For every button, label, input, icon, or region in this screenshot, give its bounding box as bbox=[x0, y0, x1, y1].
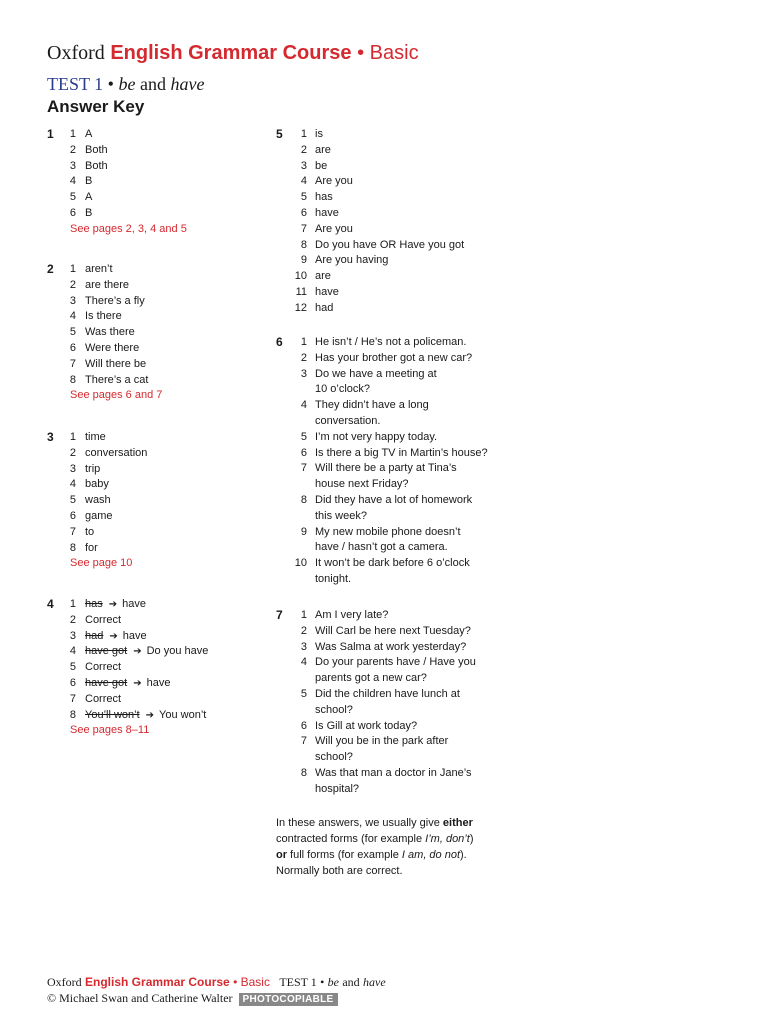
section-5 bbox=[276, 127, 516, 317]
footer-topic-be: be bbox=[327, 975, 339, 989]
answer-item bbox=[276, 430, 516, 446]
answer-item bbox=[47, 597, 257, 613]
answer-number: 3 bbox=[300, 159, 307, 172]
answer-text: game bbox=[85, 509, 113, 522]
answer-number: 4 bbox=[69, 175, 76, 188]
answer-number: 3 bbox=[300, 640, 307, 653]
corrected-text: have bbox=[122, 598, 146, 610]
corrected-text: have bbox=[122, 629, 147, 642]
correction bbox=[85, 644, 208, 660]
answer-number bbox=[276, 477, 307, 493]
answer-text: conversation bbox=[85, 446, 148, 459]
answer-item bbox=[276, 159, 516, 175]
answer-text: time bbox=[85, 431, 106, 443]
answer-text: have bbox=[315, 285, 339, 298]
answer-text: Has your brother got a new car? bbox=[315, 351, 473, 364]
answer-number: 5 bbox=[69, 661, 76, 674]
section-number: 2 bbox=[47, 262, 54, 276]
footer-topic-have: have bbox=[363, 975, 386, 989]
answer-text: Do your parents have / Have you bbox=[315, 656, 476, 669]
answer-item bbox=[276, 143, 516, 159]
section-number: 3 bbox=[47, 430, 54, 444]
answer-number: 1 bbox=[69, 598, 76, 610]
struck-text: has bbox=[85, 598, 103, 610]
test-label: TEST 1 bbox=[47, 74, 104, 94]
course-name: English Grammar Course bbox=[110, 42, 352, 64]
answer-number bbox=[276, 540, 307, 556]
answer-number: 5 bbox=[69, 494, 76, 507]
answer-number: 8 bbox=[69, 708, 76, 721]
answer-item bbox=[276, 719, 516, 735]
answer-text: Are you bbox=[315, 175, 353, 188]
answer-number: 12 bbox=[294, 301, 307, 314]
answer-number: 5 bbox=[69, 191, 76, 204]
answer-item bbox=[276, 238, 516, 254]
answer-number: 4 bbox=[300, 175, 307, 188]
copyright-text: © Michael Swan and Catherine Walter bbox=[47, 991, 233, 1005]
answer-item bbox=[276, 461, 516, 477]
answer-number: 7 bbox=[69, 357, 76, 370]
answer-number bbox=[276, 382, 307, 398]
answer-item bbox=[47, 143, 257, 159]
corrected-text: have bbox=[146, 676, 171, 689]
answer-text: school? bbox=[315, 703, 353, 716]
answer-number: 1 bbox=[300, 128, 307, 140]
answer-item bbox=[47, 708, 257, 724]
answer-key-heading: Answer Key bbox=[47, 97, 145, 116]
answer-text: Is there a big TV in Martin’s house? bbox=[315, 446, 488, 459]
answer-number: 3 bbox=[69, 294, 76, 307]
answer-item bbox=[276, 174, 516, 190]
note-text-5: ). bbox=[460, 849, 467, 861]
arrow-icon: ➔ bbox=[109, 630, 118, 642]
note-text-4: full forms (for example bbox=[287, 849, 402, 861]
answer-number: 3 bbox=[69, 159, 76, 172]
answer-number: 9 bbox=[300, 254, 307, 267]
answer-number: 8 bbox=[300, 766, 307, 779]
answer-number: 4 bbox=[69, 645, 76, 658]
answer-number: 5 bbox=[69, 326, 76, 339]
answer-number: 1 bbox=[300, 609, 307, 621]
answer-item bbox=[276, 301, 516, 317]
answer-item bbox=[276, 446, 516, 462]
answer-text: is bbox=[315, 128, 323, 140]
answer-number: 3 bbox=[69, 462, 76, 475]
answer-text: B bbox=[85, 175, 93, 188]
note-text-2: contracted forms (for example bbox=[276, 833, 426, 845]
answer-text: are bbox=[315, 143, 331, 156]
footer-level: Basic bbox=[240, 975, 270, 989]
answer-text: house next Friday? bbox=[315, 478, 409, 491]
answer-text: have bbox=[315, 206, 339, 219]
answer-number: 8 bbox=[69, 541, 76, 554]
answer-number: 6 bbox=[300, 719, 307, 732]
answer-text: Was that man a doctor in Jane’s bbox=[315, 766, 472, 779]
answer-item bbox=[276, 222, 516, 238]
answer-text: are there bbox=[85, 278, 130, 291]
answer-item bbox=[276, 572, 516, 588]
answer-text: had bbox=[315, 301, 334, 314]
footer-course: English Grammar Course bbox=[85, 975, 230, 989]
answer-item bbox=[47, 430, 257, 446]
answer-text: school? bbox=[315, 751, 353, 764]
answer-number bbox=[276, 703, 307, 719]
answer-text: wash bbox=[85, 494, 111, 507]
answer-number: 11 bbox=[295, 285, 307, 298]
answer-item bbox=[47, 541, 257, 557]
answer-item bbox=[276, 493, 516, 509]
answer-number bbox=[276, 750, 307, 766]
answer-text: Will there be a party at Tina’s bbox=[315, 462, 457, 475]
brand-name: Oxford bbox=[47, 42, 105, 64]
answer-number: 8 bbox=[69, 373, 76, 386]
answer-text: There’s a fly bbox=[85, 294, 145, 307]
answer-number: 5 bbox=[300, 430, 307, 443]
answer-number: 1 bbox=[69, 128, 76, 140]
struck-text: have got bbox=[85, 645, 128, 658]
answer-number: 5 bbox=[300, 687, 307, 700]
answer-item bbox=[276, 750, 516, 766]
answer-item bbox=[276, 190, 516, 206]
answer-item bbox=[276, 525, 516, 541]
section-number: 5 bbox=[276, 127, 283, 141]
answer-note bbox=[276, 815, 491, 879]
answer-text: B bbox=[85, 206, 93, 219]
answer-item bbox=[276, 398, 516, 414]
answer-item bbox=[276, 285, 516, 301]
answer-text: He isn’t / He’s not a policeman. bbox=[315, 336, 467, 348]
section-number: 6 bbox=[276, 335, 283, 349]
answer-number: 2 bbox=[300, 143, 307, 156]
correction bbox=[85, 629, 147, 645]
answer-text: Do you have OR Have you got bbox=[315, 238, 465, 251]
answer-item bbox=[47, 309, 257, 325]
answer-text: Are you having bbox=[315, 254, 389, 267]
answer-item bbox=[47, 278, 257, 294]
answer-text: to bbox=[85, 525, 95, 538]
footer-brand: Oxford bbox=[47, 975, 82, 989]
answer-item bbox=[47, 373, 257, 389]
answer-number: 6 bbox=[69, 341, 76, 354]
answer-item bbox=[276, 671, 516, 687]
answer-item bbox=[276, 734, 516, 750]
answer-text: aren’t bbox=[85, 263, 113, 275]
correction bbox=[85, 597, 146, 613]
answer-item bbox=[47, 446, 257, 462]
note-example-1: I’m, don’t bbox=[425, 833, 470, 845]
title-bullet: • bbox=[357, 42, 365, 64]
answer-number: 2 bbox=[300, 351, 307, 364]
answer-number: 2 bbox=[69, 613, 76, 626]
answer-text: baby bbox=[85, 478, 109, 491]
footer-title bbox=[47, 975, 386, 990]
answer-item bbox=[276, 367, 516, 383]
answer-text: Was there bbox=[85, 326, 135, 339]
answer-number bbox=[276, 671, 307, 687]
answer-item bbox=[47, 462, 257, 478]
answer-number: 1 bbox=[69, 431, 76, 443]
answer-item bbox=[47, 676, 257, 692]
note-text-3: ) bbox=[469, 833, 474, 845]
answer-item bbox=[276, 703, 516, 719]
answer-text: Correct bbox=[85, 661, 122, 674]
answer-number: 9 bbox=[300, 525, 307, 538]
answer-number: 2 bbox=[69, 278, 76, 291]
answer-text: There’s a cat bbox=[85, 373, 149, 386]
note-text-6: Normally both are correct. bbox=[276, 865, 403, 877]
answer-item bbox=[47, 294, 257, 310]
answer-item bbox=[276, 206, 516, 222]
page-reference: See pages 2, 3, 4 and 5 bbox=[70, 222, 187, 235]
answer-number: 6 bbox=[300, 446, 307, 459]
footer-bullet: • bbox=[233, 975, 238, 989]
answer-item bbox=[276, 414, 516, 430]
answer-number: 6 bbox=[69, 206, 76, 219]
answer-item bbox=[47, 357, 257, 373]
answer-text: Do we have a meeting at bbox=[315, 367, 437, 380]
footer-bullet-2: • bbox=[320, 975, 325, 989]
answer-number: 8 bbox=[300, 493, 307, 506]
answer-item bbox=[47, 341, 257, 357]
answer-text: Will there be bbox=[85, 357, 147, 370]
struck-text: had bbox=[85, 629, 104, 642]
answer-number bbox=[276, 572, 307, 588]
photocopiable-badge: PHOTOCOPIABLE bbox=[239, 993, 338, 1006]
answer-number: 3 bbox=[69, 629, 76, 642]
topic-have: have bbox=[170, 74, 205, 94]
answer-text: are bbox=[315, 270, 331, 283]
answer-item bbox=[47, 127, 257, 143]
section-7 bbox=[276, 608, 516, 798]
answer-number: 7 bbox=[300, 462, 307, 475]
answer-text: Is Gill at work today? bbox=[315, 719, 418, 732]
footer-topic-and: and bbox=[342, 975, 360, 989]
answer-item bbox=[47, 159, 257, 175]
answer-item bbox=[276, 640, 516, 656]
answer-item bbox=[276, 253, 516, 269]
section-number: 7 bbox=[276, 608, 283, 622]
answer-text: Correct bbox=[85, 613, 122, 626]
answer-text: Both bbox=[85, 143, 108, 156]
answer-text: has bbox=[315, 191, 333, 204]
answer-item bbox=[276, 127, 516, 143]
answer-item bbox=[47, 629, 257, 645]
answer-item bbox=[276, 782, 516, 798]
answer-item bbox=[47, 613, 257, 629]
answer-text: parents got a new car? bbox=[315, 672, 427, 685]
page-title bbox=[47, 42, 419, 65]
answer-number: 3 bbox=[300, 367, 307, 380]
answer-number: 1 bbox=[69, 263, 76, 275]
note-or: or bbox=[276, 849, 287, 861]
struck-text: You’ll won’t bbox=[85, 708, 140, 721]
section-6 bbox=[276, 335, 516, 588]
section-2 bbox=[47, 262, 257, 404]
footer-test-label: TEST 1 bbox=[279, 975, 317, 989]
arrow-icon: ➔ bbox=[133, 646, 142, 658]
answer-item bbox=[47, 644, 257, 660]
answer-item bbox=[276, 509, 516, 525]
answer-number: 4 bbox=[300, 399, 307, 412]
answer-item bbox=[276, 766, 516, 782]
answer-number: 4 bbox=[69, 478, 76, 491]
answer-item bbox=[47, 262, 257, 278]
answer-number: 4 bbox=[300, 656, 307, 669]
answer-text: hospital? bbox=[315, 782, 360, 795]
footer-copyright-line bbox=[47, 991, 338, 1006]
answer-item bbox=[276, 556, 516, 572]
answer-item bbox=[276, 335, 516, 351]
section-number: 4 bbox=[47, 597, 54, 611]
note-either: either bbox=[442, 817, 473, 829]
corrected-text: You won’t bbox=[159, 708, 207, 721]
answer-item bbox=[47, 525, 257, 541]
answer-item bbox=[47, 325, 257, 341]
section-3 bbox=[47, 430, 257, 572]
note-text-1: In these answers, we usually give bbox=[276, 817, 443, 829]
answer-number: 1 bbox=[300, 336, 307, 348]
answer-number: 10 bbox=[294, 270, 307, 283]
answer-item bbox=[47, 174, 257, 190]
answer-item bbox=[276, 269, 516, 285]
answer-item bbox=[276, 608, 516, 624]
answer-item bbox=[276, 351, 516, 367]
answer-item bbox=[276, 477, 516, 493]
answer-text: Will you be in the park after bbox=[315, 735, 449, 748]
answer-number bbox=[276, 509, 307, 525]
answer-text: Both bbox=[85, 159, 108, 172]
answer-number: 7 bbox=[69, 525, 76, 538]
page-reference: See pages 8–11 bbox=[70, 724, 150, 737]
arrow-icon: ➔ bbox=[108, 599, 118, 610]
correction bbox=[85, 708, 206, 724]
answer-number: 5 bbox=[300, 191, 307, 204]
section-1 bbox=[47, 127, 257, 238]
test-title bbox=[47, 74, 204, 95]
answer-text: this week? bbox=[315, 509, 367, 522]
answer-number: 2 bbox=[69, 143, 76, 156]
answer-number: 6 bbox=[69, 509, 76, 522]
answer-text: I’m not very happy today. bbox=[315, 430, 438, 443]
answer-text: Are you bbox=[315, 222, 353, 235]
answer-text: My new mobile phone doesn’t bbox=[315, 525, 461, 538]
answer-text: They didn’t have a long bbox=[315, 399, 429, 412]
answer-item bbox=[276, 540, 516, 556]
answer-item bbox=[47, 190, 257, 206]
answer-item bbox=[47, 477, 257, 493]
answer-item bbox=[47, 206, 257, 222]
answer-text: be bbox=[315, 159, 328, 172]
answer-text: A bbox=[85, 128, 93, 140]
answer-item bbox=[276, 382, 516, 398]
answer-item bbox=[47, 692, 257, 708]
correction bbox=[85, 676, 170, 692]
answer-text: have / hasn’t got a camera. bbox=[315, 541, 448, 554]
answer-text: Was Salma at work yesterday? bbox=[315, 640, 467, 653]
answer-item bbox=[47, 493, 257, 509]
corrected-text: Do you have bbox=[146, 645, 209, 658]
answer-text: conversation. bbox=[315, 414, 381, 427]
section-number: 1 bbox=[47, 127, 54, 141]
test-bullet: • bbox=[107, 74, 114, 94]
answer-number: 6 bbox=[300, 206, 307, 219]
page-reference: See pages 6 and 7 bbox=[70, 389, 163, 402]
answer-text: for bbox=[85, 541, 98, 554]
answer-number: 2 bbox=[300, 624, 307, 637]
answer-text: It won’t be dark before 6 o’clock bbox=[315, 557, 470, 570]
answer-text: A bbox=[85, 191, 93, 204]
answer-number: 10 bbox=[294, 557, 307, 570]
answer-number bbox=[276, 414, 307, 430]
answer-text: Is there bbox=[85, 310, 122, 323]
answer-text: 10 o’clock? bbox=[315, 383, 371, 396]
struck-text: have got bbox=[85, 676, 128, 689]
answer-number: 7 bbox=[300, 735, 307, 748]
arrow-icon: ➔ bbox=[145, 709, 155, 721]
answer-text: Did they have a lot of homework bbox=[315, 493, 473, 506]
answer-text: Were there bbox=[85, 341, 140, 354]
answer-item bbox=[276, 624, 516, 640]
section-4 bbox=[47, 597, 257, 739]
answer-text: Correct bbox=[85, 692, 122, 705]
answer-item bbox=[47, 660, 257, 676]
answer-number bbox=[276, 782, 307, 798]
answer-text: Will Carl be here next Tuesday? bbox=[315, 624, 471, 637]
page-reference: See page 10 bbox=[70, 557, 133, 570]
answer-item bbox=[276, 687, 516, 703]
note-example-2: I am, do not bbox=[401, 849, 461, 861]
answer-number: 2 bbox=[69, 446, 76, 459]
answer-text: trip bbox=[85, 462, 101, 475]
answer-text: Am I very late? bbox=[315, 609, 389, 621]
answer-number: 8 bbox=[300, 238, 307, 251]
course-level: Basic bbox=[369, 42, 419, 64]
answer-item bbox=[276, 655, 516, 671]
answer-number: 7 bbox=[300, 222, 307, 235]
topic-and: and bbox=[139, 74, 166, 94]
answer-number: 7 bbox=[69, 692, 76, 705]
answer-text: tonight. bbox=[315, 572, 352, 585]
topic-be: be bbox=[118, 74, 136, 94]
answer-number: 6 bbox=[69, 676, 76, 689]
answer-text: Did the children have lunch at bbox=[315, 687, 460, 700]
arrow-icon: ➔ bbox=[133, 677, 142, 689]
answer-number: 4 bbox=[69, 310, 76, 323]
answer-item bbox=[47, 509, 257, 525]
